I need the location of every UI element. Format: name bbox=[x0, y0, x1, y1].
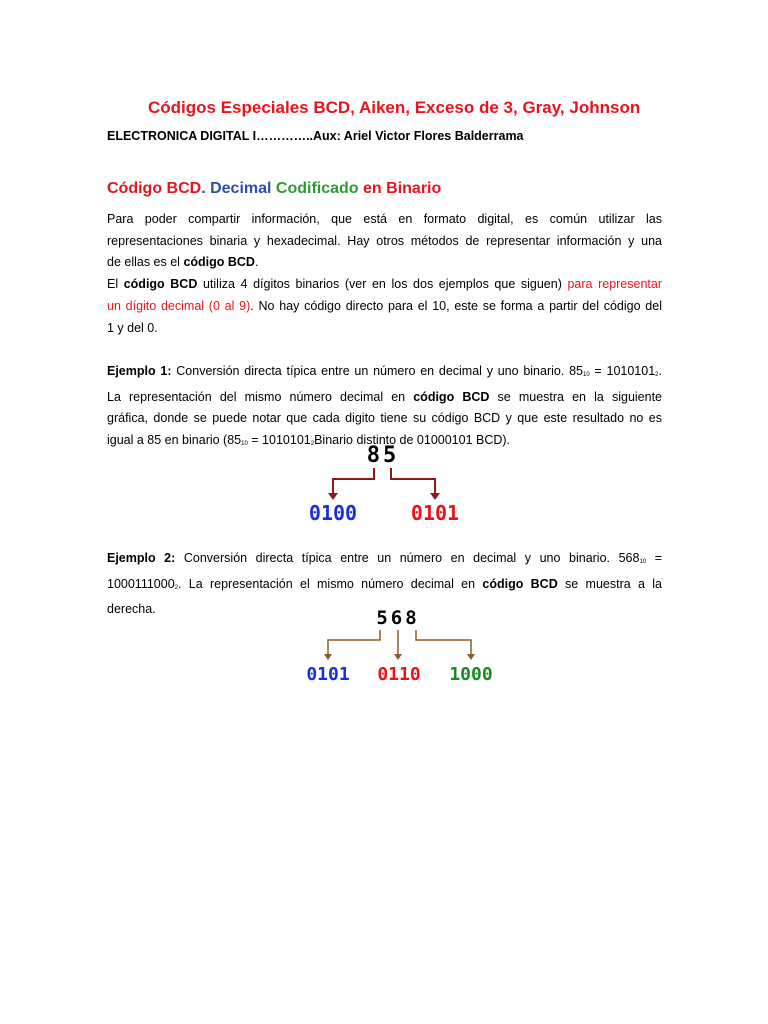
intro-line-5-text: . No hay código directo para el 10, este se forma a partir del código del bbox=[250, 298, 662, 313]
diagram-1-arrow-left bbox=[333, 468, 374, 496]
bcd-diagram-85 bbox=[290, 440, 490, 530]
intro-line-4-red: para representar bbox=[567, 277, 663, 292]
diagram-1-code-2: 0101 bbox=[410, 501, 460, 525]
section-heading bbox=[107, 180, 441, 198]
diagram-2-arrows bbox=[324, 630, 475, 660]
example-2-line-2-mid: . La representación el mismo número decimal en bbox=[178, 576, 483, 591]
example-1-line-4-eq: = 1010101 bbox=[247, 433, 311, 448]
example-2-line-2 bbox=[107, 574, 662, 600]
document-subtitle: ELECTRONICA DIGITAL I…………..Aux: Ariel Victor Flores Balderrama bbox=[107, 129, 524, 143]
example-2-line-2-sub: 2 bbox=[174, 584, 179, 591]
intro-line-4-mid: utiliza 4 dígitos binarios (ver en los dos ejemplos que siguen) bbox=[197, 277, 568, 292]
example-2-sub-1: 10 bbox=[639, 559, 647, 565]
example-1-line-4-text: igual a 85 en binario (85 bbox=[107, 433, 242, 448]
example-1-sub-2: 2 bbox=[655, 372, 659, 378]
heading-part-2: CD bbox=[178, 180, 202, 197]
intro-line-3 bbox=[107, 252, 662, 274]
example-2-line-1 bbox=[107, 548, 662, 574]
heading-part-4: Codificado bbox=[275, 180, 359, 197]
heading-part-5: en bbox=[358, 180, 387, 197]
example-1-line-2-end: se muestra en la siguiente bbox=[489, 389, 662, 404]
diagram-2-arrowhead-right bbox=[467, 654, 475, 660]
document-title: Códigos Especiales BCD, Aiken, Exceso de 3, Gray, Johnson bbox=[148, 98, 641, 117]
intro-line-1: Para poder compartir información, que está en formato digital, es común utilizar las bbox=[107, 212, 662, 226]
intro-line-6: 1 y del 0. bbox=[107, 320, 158, 335]
example-1-label: Ejemplo 1: bbox=[107, 364, 172, 378]
intro-line-5-red: un dígito decimal (0 al 9) bbox=[107, 298, 251, 313]
diagram-2-code-1: 0101 bbox=[306, 664, 350, 685]
example-1-line-4-sub-2: 2 bbox=[310, 441, 315, 448]
diagram-1-arrow-right bbox=[391, 468, 435, 496]
example-2-text: Conversión directa típica entre un número en decimal y uno binario. 568 bbox=[175, 551, 640, 565]
bcd-diagram-568 bbox=[290, 604, 510, 690]
example-2-line-3: derecha. bbox=[107, 602, 156, 617]
example-2-line-2-bold: código BCD bbox=[482, 576, 558, 591]
intro-line-4-bold: código BCD bbox=[123, 277, 198, 292]
example-1-line-2-text: La representación del mismo número decimal en bbox=[107, 389, 414, 404]
diagram-2-code-3: 1000 bbox=[449, 664, 493, 685]
intro-line-2: representaciones binaria y hexadecimal. Hay otros métodos de representar información y una bbox=[107, 233, 662, 248]
example-1-line-2 bbox=[107, 387, 662, 409]
diagram-2-arrowhead-middle bbox=[394, 654, 402, 660]
diagram-2-number: 568 bbox=[376, 607, 420, 629]
diagram-1-arrowhead-left bbox=[328, 493, 338, 500]
diagram-2-arrow-left bbox=[328, 630, 380, 656]
example-2-line-2-text: 1000111000 bbox=[107, 576, 175, 591]
example-1-eq: = 1010101 bbox=[589, 364, 656, 378]
heading-part-6: Binario bbox=[386, 180, 442, 197]
intro-line-4 bbox=[107, 274, 662, 296]
intro-line-5 bbox=[107, 296, 662, 318]
example-2-eq: = bbox=[646, 551, 662, 565]
example-1-end: . bbox=[658, 364, 662, 378]
diagram-1-code-1: 0100 bbox=[308, 501, 358, 525]
example-1-line-1 bbox=[107, 361, 662, 387]
example-1-line-3: gráfica, donde se puede notar que cada digito tiene su código BCD y que este resultado no es bbox=[107, 411, 662, 426]
diagram-2-arrow-right bbox=[416, 630, 471, 656]
example-1-sub-1: 10 bbox=[582, 372, 590, 378]
example-2-line-2-end: se muestra a la bbox=[557, 576, 662, 591]
diagram-1-arrows bbox=[328, 468, 440, 500]
example-1-line-4-end: Binario distinto de 01000101 BCD). bbox=[314, 433, 511, 448]
intro-line-3-bold: código BCD bbox=[183, 255, 255, 270]
example-2-label: Ejemplo 2: bbox=[107, 551, 176, 565]
example-1-text: Conversión directa típica entre un número en decimal y uno binario. 85 bbox=[171, 364, 583, 378]
intro-line-3-end: . bbox=[254, 255, 259, 270]
heading-part-3: . Decimal bbox=[201, 180, 276, 197]
example-1-line-4-sub-1: 10 bbox=[241, 441, 248, 448]
intro-line-3-text: de ellas es el bbox=[107, 255, 184, 270]
heading-part-1: Código B bbox=[107, 180, 179, 197]
diagram-1-number: 85 bbox=[366, 443, 400, 468]
example-1-line-2-bold: código BCD bbox=[413, 389, 490, 404]
diagram-2-code-2: 0110 bbox=[377, 664, 421, 685]
intro-paragraph bbox=[107, 209, 662, 339]
intro-line-4-text: El bbox=[107, 277, 124, 292]
diagram-1-arrowhead-right bbox=[430, 493, 440, 500]
diagram-2-arrowhead-left bbox=[324, 654, 332, 660]
